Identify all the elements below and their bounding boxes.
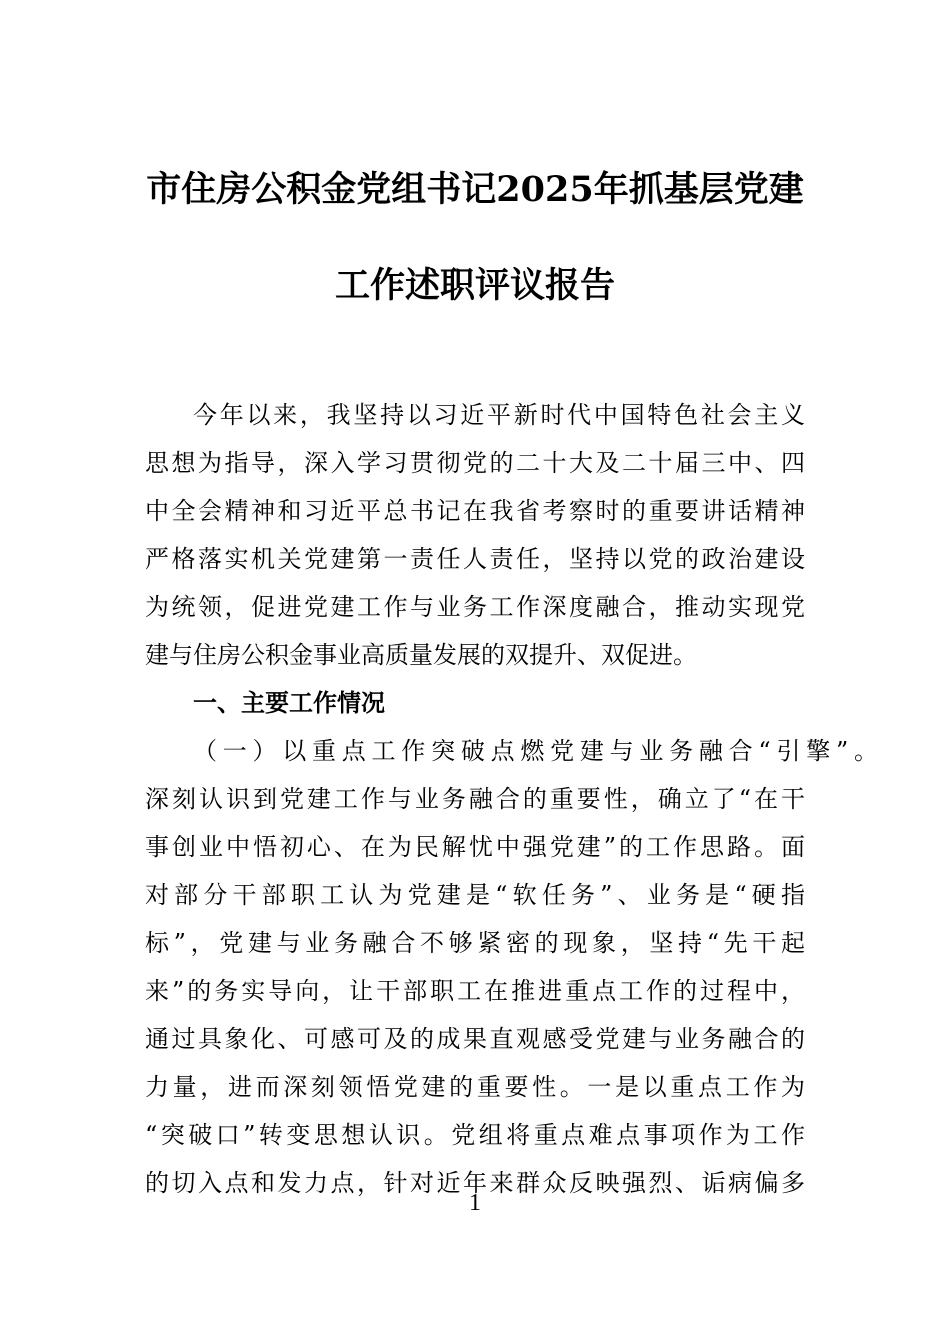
- paragraph-line: 建与住房公积金事业高质量发展的双提升、双促进。: [145, 641, 697, 669]
- paragraph-line: “突破口”转变思想认识。党组将重点难点事项作为工作: [145, 1121, 805, 1149]
- paragraph-line: 思想为指导，深入学习贯彻党的二十大及二十届三中、四: [145, 449, 805, 477]
- document-title-line-2: 工作述职评议报告: [334, 265, 615, 306]
- paragraph-line: 对部分干部职工认为党建是“软任务”、业务是“硬指: [145, 881, 805, 909]
- paragraph-line: 力量，进而深刻领悟党建的重要性。一是以重点工作为: [145, 1073, 805, 1101]
- subsection-heading: （一）以重点工作突破点燃党建与业务融合“引擎”。: [193, 737, 878, 765]
- paragraph-line: 为统领，促进党建工作与业务工作深度融合，推动实现党: [145, 593, 805, 621]
- paragraph-line: 严格落实机关党建第一责任人责任，坚持以党的政治建设: [145, 545, 805, 573]
- section-heading: 一、主要工作情况: [193, 689, 385, 717]
- paragraph-line: 的切入点和发力点，针对近年来群众反映强烈、诟病偏多: [145, 1169, 805, 1197]
- paragraph-line: 深刻认识到党建工作与业务融合的重要性，确立了“在干: [145, 785, 805, 813]
- paragraph-line: 事创业中悟初心、在为民解忧中强党建”的工作思路。面: [145, 833, 805, 861]
- page-number: 1: [469, 1190, 481, 1216]
- paragraph-line: 来”的务实导向，让干部职工在推进重点工作的过程中，: [145, 977, 805, 1005]
- paragraph-line: 中全会精神和习近平总书记在我省考察时的重要讲话精神: [145, 497, 805, 525]
- paragraph-line: 标”，党建与业务融合不够紧密的现象，坚持“先干起: [145, 929, 805, 957]
- paragraph-line: 今年以来，我坚持以习近平新时代中国特色社会主义: [193, 401, 805, 429]
- document-title-line-1: 市住房公积金党组书记2025年抓基层党建: [146, 169, 804, 210]
- paragraph-line: 通过具象化、可感可及的成果直观感受党建与业务融合的: [145, 1025, 805, 1053]
